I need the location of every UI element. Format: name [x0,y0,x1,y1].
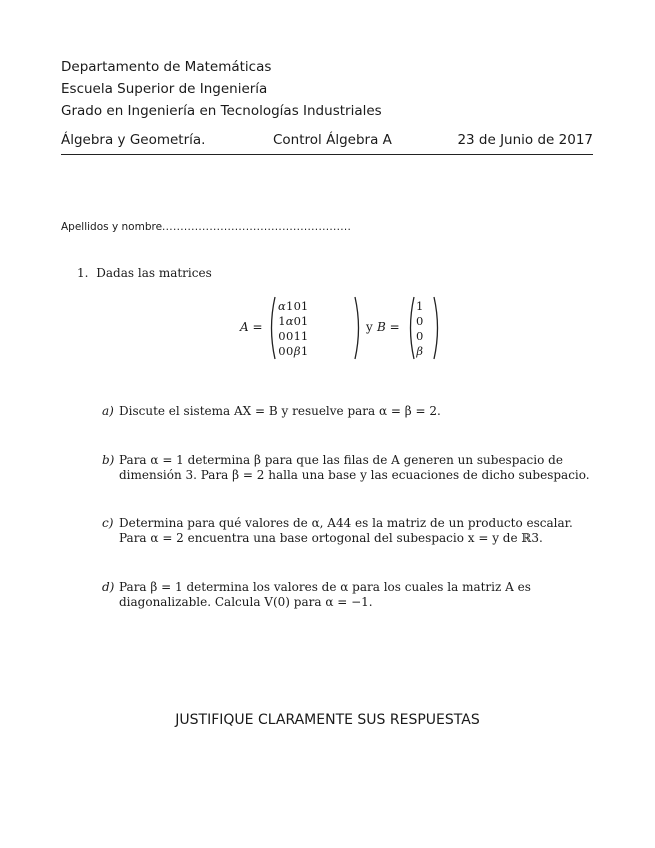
matrix-a-cell: 0 [286,343,294,358]
matrix-b-cell: 1 [416,298,424,313]
matrix-a-row [278,298,308,313]
course-subject: Álgebra y Geometría. [61,132,206,148]
exam-title: Control Álgebra A [273,132,392,148]
part-label: b) [102,453,115,467]
matrix-b-row [416,313,423,328]
degree-line: Grado en Ingeniería en Tecnologías Industriales [61,103,382,119]
part-text: Para β = 1 determina los valores de α para los cuales la matriz A es diagonalizable. Calcula V(0) para α = −1. [119,580,531,609]
matrix-a-right-paren [353,296,363,360]
matrix-a-row [278,313,308,328]
exam-date: 23 de Junio de 2017 [457,132,593,148]
matrix-b-right-paren [432,296,442,360]
part-text: Para α = 1 determina β para que las filas de A generen un subespacio de dimensión 3. Para β = 2 halla una base y las ecuaciones de dicho subespacio. [119,453,590,482]
matrix-a-cell: 0 [293,298,301,313]
matrix-b-left-paren [406,296,416,360]
part-label: a) [102,404,114,418]
matrix-b-label: B = [377,320,400,334]
matrix-a-row [278,328,308,343]
name-field-label: Apellidos y nombre [61,221,163,233]
matrix-a-cell: 1 [300,298,309,313]
matrix-a-left-paren [267,296,277,360]
matrix-a-row [278,343,308,358]
name-field[interactable] [61,221,351,233]
part-label: d) [102,580,115,594]
part-label: c) [102,516,114,530]
matrix-a-cell: 0 [278,328,286,343]
matrix-a-cell: 1 [300,328,309,343]
school-line: Escuela Superior de Ingeniería [61,81,268,97]
matrix-a-cell: β [293,343,301,358]
matrix-a-cell: 1 [293,328,301,343]
part-text: Determina para qué valores de α, A44 es la matriz de un producto escalar. Para α = 2 encuentra una base ortogonal del subespacio x = y de ℝ3. [119,516,573,545]
matrix-b-cell: 0 [416,328,424,343]
matrix-a-cell: 0 [293,313,301,328]
matrix-a-cell: α [278,298,286,313]
matrix-connector: y [366,320,373,334]
part-text: Discute el sistema AX = B y resuelve para α = β = 2. [119,404,441,418]
course-header-row [61,132,593,155]
question-intro [77,266,212,280]
matrix-a-cell: 0 [278,343,286,358]
matrix-a-cell: 1 [278,313,286,328]
matrix-a-cell: 0 [286,328,294,343]
matrix-b-cell: β [416,343,423,358]
matrix-a [278,298,308,358]
matrix-b [416,298,423,358]
matrix-b-row [416,298,423,313]
matrix-b-row [416,343,423,358]
matrix-a-cell: 1 [300,313,309,328]
department-line: Departamento de Matemáticas [61,59,272,75]
name-field-dots: .................................................... [162,221,352,233]
matrix-a-cell: 1 [300,343,309,358]
instruction-footer: JUSTIFIQUE CLARAMENTE SUS RESPUESTAS [175,712,480,728]
question-intro-text: Dadas las matrices [96,266,212,280]
matrix-b-cell: 0 [416,313,424,328]
question-number: 1. [77,266,89,280]
matrix-a-cell: 1 [286,298,294,313]
matrix-b-row [416,328,423,343]
matrix-a-cell: α [285,313,294,328]
matrix-a-label: A = [240,320,263,334]
